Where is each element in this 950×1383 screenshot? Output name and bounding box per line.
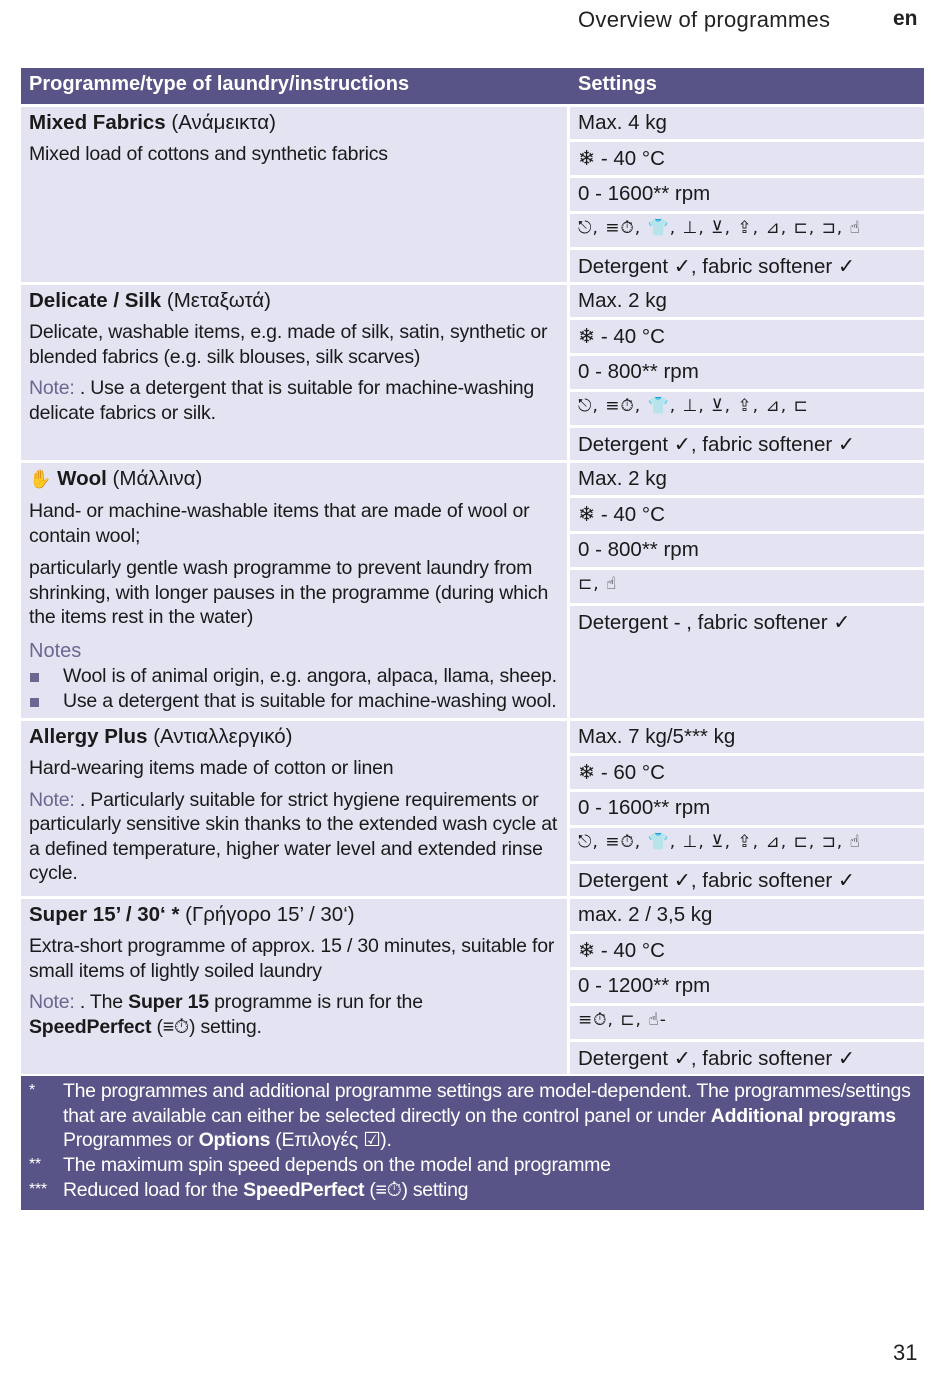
- table-header: [21, 68, 924, 104]
- setting-detergent: Detergent - , fabric softener ✓: [570, 606, 924, 718]
- note-text-post: (≡⏱) setting.: [151, 1015, 262, 1038]
- programme-row-mixed-fabrics: [21, 107, 924, 282]
- note-label: Note:: [29, 991, 75, 1013]
- setting-spin: 0 - 1600** rpm: [570, 792, 924, 825]
- footnote-marker: ***: [29, 1180, 47, 1198]
- programme-name: Wool: [57, 467, 107, 490]
- setting-options-icons: ≡⏱, ⊏, ☝-: [570, 1006, 924, 1039]
- programme-settings: [570, 107, 924, 282]
- programme-description: Hand- or machine-washable items that are made of wool or contain wool;: [29, 500, 530, 547]
- setting-temperature: ❄ - 60 °C: [570, 756, 924, 789]
- footnote-marker: **: [29, 1156, 41, 1174]
- setting-spin: 0 - 800** rpm: [570, 356, 924, 389]
- programme-info: [21, 899, 567, 1074]
- note-bullet: Wool is of animal origin, e.g. angora, alpaca, llama, sheep.: [29, 664, 559, 689]
- programme-info: [21, 463, 567, 718]
- programme-info: [21, 285, 567, 460]
- programme-settings: [570, 721, 924, 896]
- note-text-pre: . The: [74, 991, 129, 1013]
- programme-description: Delicate, washable items, e.g. made of silk, satin, synthetic or blended fabrics (e.g. silk blouses, silk scarves): [29, 321, 548, 368]
- programme-info: [21, 721, 567, 896]
- notes-heading: Notes: [29, 639, 82, 662]
- note-text: . Use a detergent that is suitable for machine-washing delicate fabrics or silk.: [29, 377, 535, 424]
- setting-temperature: ❄ - 40 °C: [570, 320, 924, 353]
- wool-hand-icon: ✋: [29, 469, 52, 490]
- setting-temperature: ❄ - 40 °C: [570, 142, 924, 175]
- programme-settings: [570, 899, 924, 1074]
- setting-load: Max. 4 kg: [570, 107, 924, 139]
- programme-settings: [570, 463, 924, 718]
- setting-load: max. 2 / 3,5 kg: [570, 899, 924, 931]
- note-text: . Particularly suitable for strict hygiene requirements or particularly sensitive skin thanks to the extended wash cycle at a defined temperature, higher water level and extended rinse cycle.: [29, 788, 558, 884]
- section-title: Overview of programmes: [578, 7, 831, 32]
- setting-load: Max. 2 kg: [570, 463, 924, 495]
- footnote-bold: SpeedPerfect: [243, 1178, 365, 1201]
- footnote-bold: Options: [198, 1129, 271, 1152]
- programme-description-2: particularly gentle wash programme to prevent laundry from shrinking, with longer pauses in the programme (during which the items rest in the water): [29, 557, 549, 628]
- programme-info: [21, 107, 567, 282]
- programme-row-delicate-silk: [21, 285, 924, 460]
- note-label: Note:: [29, 377, 75, 399]
- note-setting-name: SpeedPerfect: [29, 1015, 152, 1038]
- programme-row-wool: [21, 463, 924, 718]
- footnote-1: [29, 1079, 914, 1153]
- programme-name: Delicate / Silk: [29, 289, 162, 312]
- programme-description: Extra-short programme of approx. 15 / 30 minutes, suitable for small items of lightly soiled laundry: [29, 935, 555, 982]
- programme-table: [21, 68, 924, 1074]
- setting-options-icons: ⎋, ≡⏱, 👕, ⊥, ⊻, ⇪, ⊿, ⊏: [570, 392, 924, 425]
- setting-spin: 0 - 1200** rpm: [570, 970, 924, 1003]
- programme-local-name: (Μάλλινα): [112, 467, 203, 490]
- setting-load: Max. 2 kg: [570, 285, 924, 317]
- footnote-bold: Additional programs: [710, 1104, 896, 1127]
- setting-options-icons: ⎋, ≡⏱, 👕, ⊥, ⊻, ⇪, ⊿, ⊏, ⊐, ☝: [570, 214, 924, 247]
- setting-options-icons: ⎋, ≡⏱, 👕, ⊥, ⊻, ⇪, ⊿, ⊏, ⊐, ☝: [570, 828, 924, 861]
- programme-local-name: (Γρήγορο 15’ / 30‘): [185, 903, 355, 926]
- programme-name: Super 15’ / 30‘ *: [29, 903, 180, 926]
- programme-local-name: (Αντιαλλεργικό): [153, 725, 293, 748]
- footnote-3: [29, 1178, 914, 1203]
- footnote-text: The programmes and additional programme settings are model-dependent. The programmes/settings that are available can either be selected directly on the control panel or under: [63, 1080, 911, 1127]
- programme-row-allergy-plus: [21, 721, 924, 896]
- footnote-2: [29, 1153, 914, 1178]
- footnote-text: (Επιλογές ☑).: [270, 1129, 392, 1152]
- setting-spin: 0 - 1600** rpm: [570, 178, 924, 211]
- page-number: 31: [893, 1340, 918, 1365]
- setting-detergent: Detergent ✓, fabric softener ✓: [570, 864, 924, 896]
- footnote-text: Programmes or: [63, 1129, 199, 1152]
- programme-description: Hard-wearing items made of cotton or linen: [29, 757, 394, 779]
- programme-local-name: (Ανάμεικτα): [171, 111, 276, 134]
- setting-spin: 0 - 800** rpm: [570, 534, 924, 567]
- language-code: en: [893, 7, 918, 30]
- note-text-mid: programme is run for the: [208, 991, 423, 1013]
- setting-detergent: Detergent ✓, fabric softener ✓: [570, 428, 924, 460]
- footnote-text: (≡⏱) setting: [364, 1178, 469, 1201]
- programme-name: Mixed Fabrics: [29, 111, 166, 134]
- setting-options-icons: ⊏, ☝: [570, 570, 924, 603]
- header-col-programme: Programme/type of laundry/instructions: [29, 73, 410, 95]
- footnote-text: Reduced load for the: [63, 1178, 244, 1201]
- setting-load: Max. 7 kg/5*** kg: [570, 721, 924, 753]
- programme-row-super-15-30: [21, 899, 924, 1074]
- note-programme-name: Super 15: [128, 991, 209, 1013]
- setting-detergent: Detergent ✓, fabric softener ✓: [570, 250, 924, 282]
- setting-detergent: Detergent ✓, fabric softener ✓: [570, 1042, 924, 1074]
- footnote-marker: *: [29, 1082, 35, 1099]
- footnote-text: The maximum spin speed depends on the model and programme: [63, 1154, 611, 1177]
- setting-temperature: ❄ - 40 °C: [570, 498, 924, 531]
- programme-name: Allergy Plus: [29, 725, 148, 748]
- note-label: Note:: [29, 788, 75, 811]
- footnotes-box: [21, 1076, 924, 1210]
- header-col-settings: Settings: [578, 73, 657, 95]
- programme-settings: [570, 285, 924, 460]
- setting-temperature: ❄ - 40 °C: [570, 934, 924, 967]
- programme-description: Mixed load of cottons and synthetic fabrics: [29, 143, 388, 165]
- note-bullet: Use a detergent that is suitable for machine-washing wool.: [29, 689, 559, 714]
- programme-local-name: (Μεταξωτά): [166, 289, 271, 312]
